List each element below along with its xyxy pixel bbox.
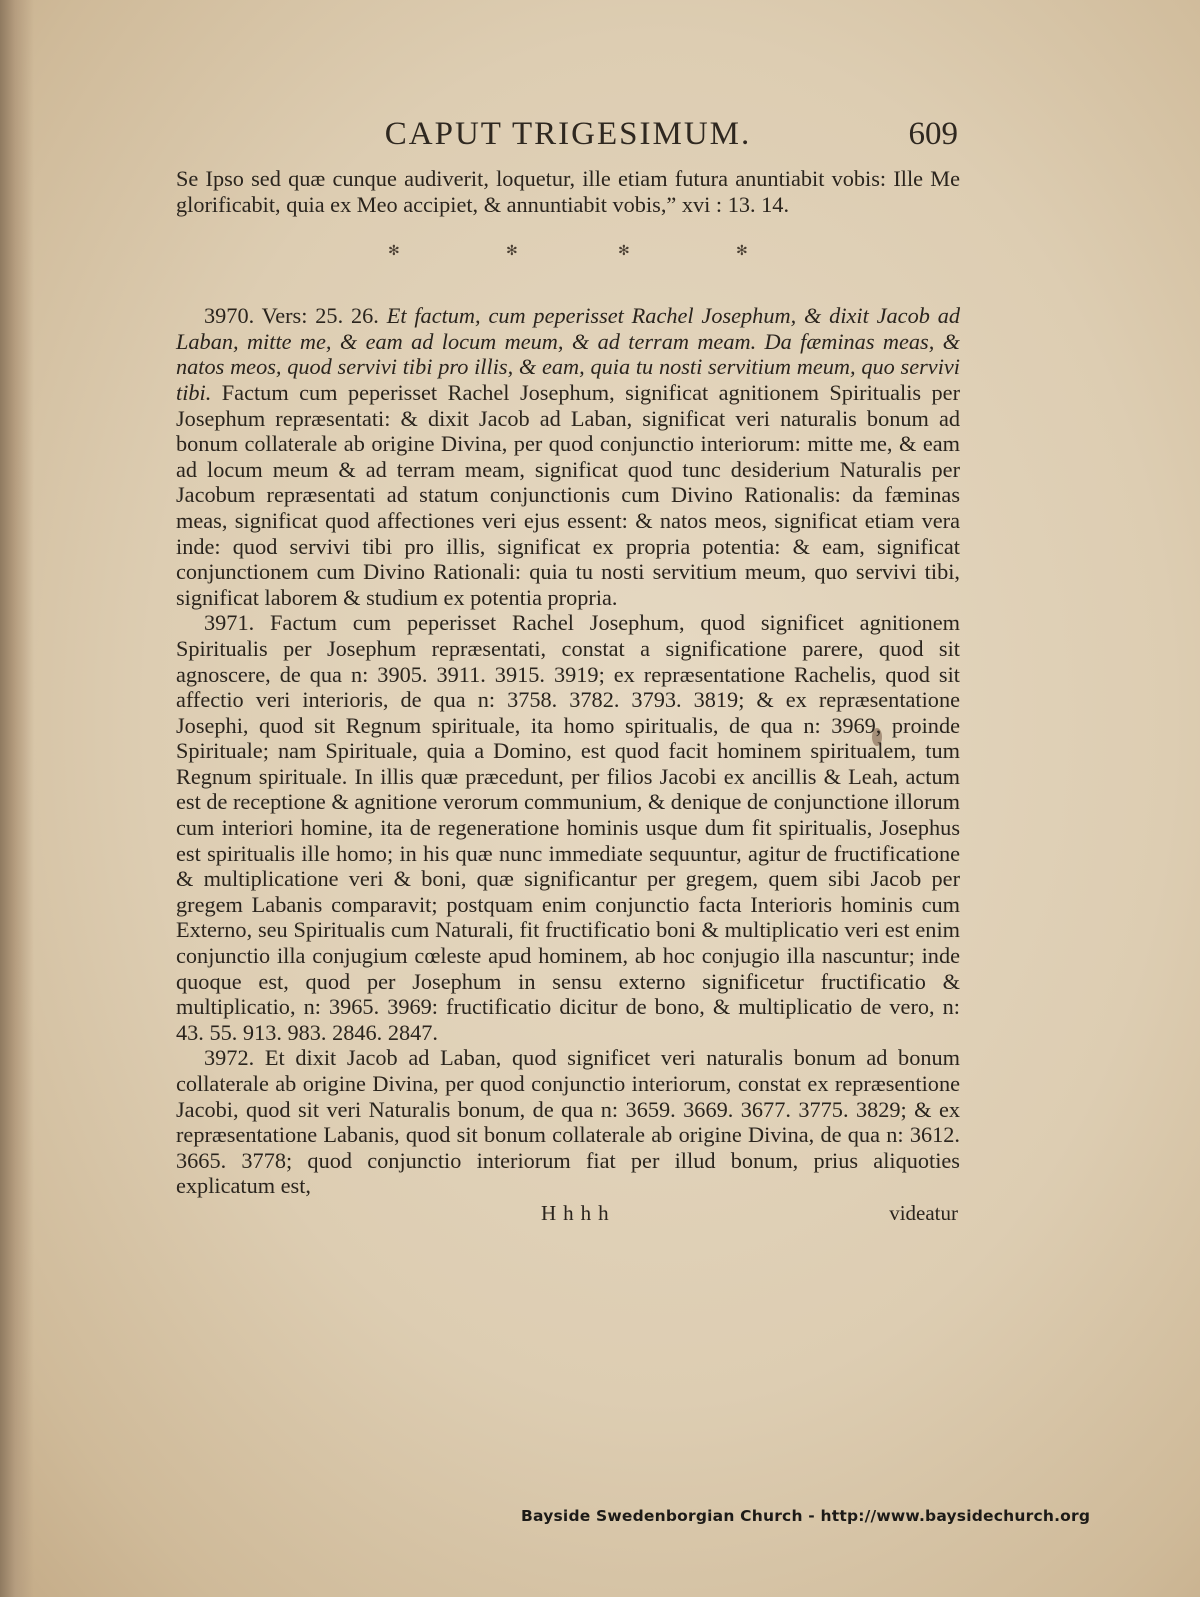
page-content	[176, 112, 960, 1227]
paragraph-3971	[176, 610, 960, 1045]
watermark-credit: Bayside Swedenborgian Church - http://www.baysidechurch.org	[521, 1507, 1091, 1525]
paragraph-text: Factum cum peperisset Rachel Josephum, quod significet agnitionem Spiritualis per Josephum repræsentati, constat a significatione parere, quod sit agnoscere, de qua n: 3905. 3911. 3915. 3919; ex repræsentatione Rachelis, quod sit affectio veri interioris, de qua n: 3758. 3782. 3793. 3819; & ex repræsentatione Josephi, quod sit Regnum spirituale, ita homo spiritualis, de qua n: 3969, proinde Spirituale; nam Spirituale, quia a Domino, est quod facit hominem spiritualem, tum Regnum spirituale. In illis quæ præcedunt, per filios Jacobi ex ancillis & Leah, actum est de receptione & agnitione verorum communium, & denique de conjunctione illorum cum interiori homine, ita de regeneratione hominis usque dum fit spiritualis, Josephus est spiritualis ille homo; in his quæ nunc immediate sequuntur, agitur de fructificatione & multiplicatione veri & boni, quæ significantur per gregem, quem sibi Jacob per gregem Labanis comparavit; postquam enim conjunctio facta Interioris hominis cum Externo, seu Spiritualis cum Naturali, fit fructificatio boni & multiplicatio veri est enim conjunctio illa conjugium cœleste apud hominem, ab hoc conjugio illa nascuntur; inde quoque est, quod per Josephum in sensu externo significetur fructificatio & multiplicatio, n: 3965. 3969: fructificatio dicitur de bono, & multiplicatio de vero, n: 43. 55. 913. 983. 2846. 2847.	[176, 610, 960, 1045]
paragraph-text: Factum cum peperisset Rachel Josephum, significat agnitionem Spiritualis per Josephum repræsentati: & dixit Jacob ad Laban, significat veri naturalis bonum ad bonum collaterale ab origine Divina, per quod conjunctio interiorum: mitte me, & eam ad locum meum & ad terram meam, significat quod tunc desiderium Naturalis per Jacobum repræsentati ad statum conjunctionis cum Divino Rationalis: da fæminas meas, significat quod affectiones veri ejus essent: & natos meos, significat etiam vera inde: quod servivi tibi pro illis, significat ex propria potentia: & eam, significat conjunctionem cum Divino Rationali: quia tu nosti servitium meum, quo servivi tibi, significat laborem & studium ex potentia propria.	[176, 379, 960, 610]
book-gutter-shadow	[0, 0, 34, 1597]
paragraph-3972	[176, 1045, 960, 1199]
page-number: 609	[908, 116, 958, 152]
paragraph-text: Et dixit Jacob ad Laban, quod significet veri naturalis bonum ad bonum collaterale ab origine Divina, per quod conjunctio interiorum, constat ex repræsentione Jacobi, quod sit veri Naturalis bonum, de qua n: 3659. 3669. 3677. 3775. 3829; & ex repræsentatione Labanis, quod sit bonum collaterale ab origine Divina, de qua n: 3612. 3665. 3778; quod conjunctio interiorum fiat per illud bonum, prius aliquoties explicatum est,	[176, 1045, 960, 1199]
signature-line	[176, 1201, 960, 1227]
running-head	[176, 112, 960, 166]
signature-mark: Hhhh	[541, 1200, 616, 1225]
scripture-quotation: Et factum, cum peperisset Rachel Josephum, & dixit Jacob ad Laban, mitte me, & eam ad locum meum, & ad terram meam. Da fæminas meas, & natos meos, quod servivi tibi pro illis, & eam, quia tu nosti servitium meum, quo servivi tibi.	[176, 303, 961, 405]
paragraph-number: 3971.	[204, 610, 255, 636]
asterism-icon: ✻	[618, 244, 630, 260]
running-title: CAPUT TRIGESIMUM.	[384, 116, 752, 152]
asterism-icon: ✻	[506, 244, 518, 260]
asterism-icon: ✻	[736, 244, 748, 260]
continuation-paragraph: Se Ipso sed quæ cunque audiverit, loquetur, ille etiam futura anuntiabit vobis: Ille Me glorificabit, quia ex Meo accipiet, & annuntiabit vobis,” xvi : 13. 14.	[176, 166, 960, 217]
body-text	[176, 166, 960, 1199]
section-ornament	[176, 217, 960, 303]
paragraph-3970	[176, 303, 960, 610]
paragraph-number: 3970.	[204, 303, 255, 329]
asterism-icon: ✻	[388, 244, 400, 260]
catchword: videatur	[889, 1200, 958, 1225]
paragraph-number: 3972.	[204, 1045, 255, 1071]
verse-reference: Vers: 25. 26.	[261, 303, 379, 329]
